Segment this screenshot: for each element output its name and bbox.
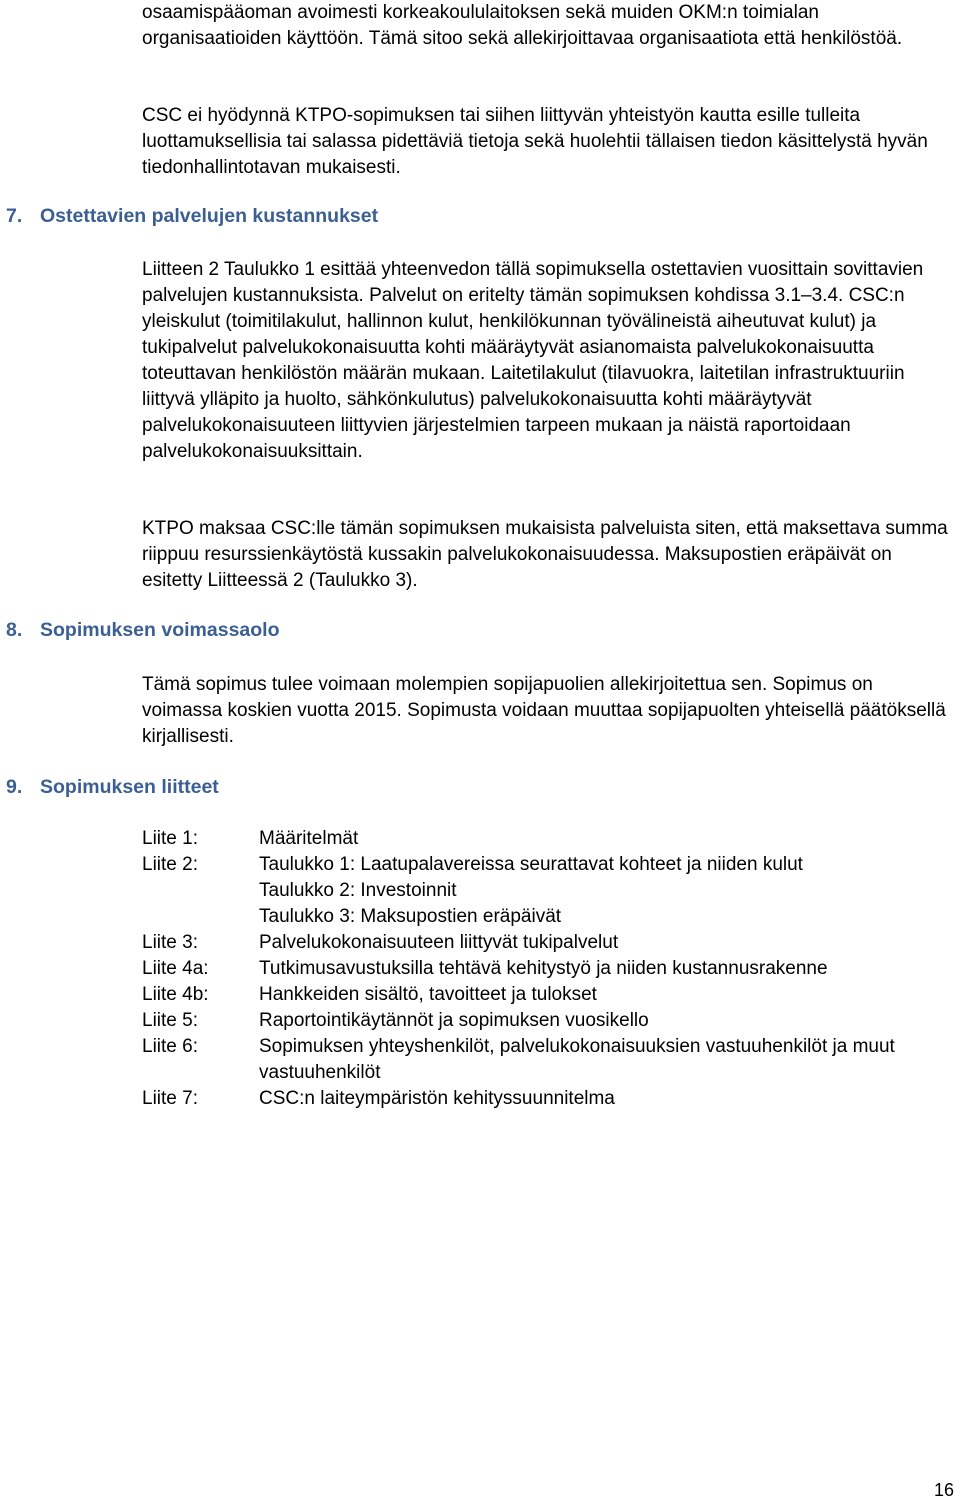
section-9-title: Sopimuksen liitteet (40, 776, 219, 798)
costs-paragraph-2: KTPO maksaa CSC:lle tämän sopimuksen mukaisista palveluista siten, että maksettava summa riippuu resurssienkäytöstä kussakin palvelukokonaisuudessa. Maksupostien eräpäivät on esitetty Liitteessä 2 (Taulukko 3). (142, 518, 948, 591)
attachment-row (142, 826, 954, 852)
attachment-label: Liite 5: (142, 1010, 198, 1031)
attachment-row (142, 1034, 954, 1086)
attachment-item: Tutkimusavustuksilla tehtävä kehitystyö ja niiden kustannusrakenne (259, 958, 828, 979)
attachment-item: Taulukko 3: Maksupostien eräpäivät (259, 906, 562, 927)
attachment-item: Hankkeiden sisältö, tavoitteet ja tulokset (259, 984, 597, 1005)
attachment-row (142, 982, 954, 1008)
costs-paragraph-1: Liitteen 2 Taulukko 1 esittää yhteenvedon tällä sopimuksella ostettavien vuosittain sovittavien palvelujen kustannuksista. Palvelut on eritelty tämän sopimuksen kohdissa 3.1–3.4. CSC:n yleiskulut (toimitilakulut, hallinnon kulut, henkilökunnan työvälineistä aiheutuvat kulut) ja tukipalvelut palvelukokonaisuutta kohti määräytyvät asianomaista palvelukokonaisuutta toteuttavan henkilöstön määrän mukaan. Laitetilakulut (tilavuokra, laitetilan infrastruktuuriin liittyvä ylläpito ja huolto, sähkönkulutus) palvelukokonaisuutta kohti määräytyvät palvelukokonaisuuteen liittyvien järjestelmien tarpeen mukaan ja näistä raportoidaan palvelukokonaisuuksittain. (142, 259, 924, 462)
attachment-label: Liite 6: (142, 1036, 198, 1057)
section-9-number: 9. (6, 776, 23, 798)
section-8-number: 8. (6, 619, 23, 641)
attachment-row (142, 1086, 954, 1112)
validity-paragraph: Tämä sopimus tulee voimaan molempien sopijapuolien allekirjoitettua sen. Sopimus on voimassa koskien vuotta 2015. Sopimusta voidaan muuttaa sopijapuolten yhteisellä päätöksellä kirjallisesti. (142, 674, 946, 747)
attachment-row (142, 1008, 954, 1034)
attachment-label: Liite 4a: (142, 958, 209, 979)
section-7-number: 7. (6, 205, 23, 227)
attachment-label: Liite 3: (142, 932, 198, 953)
attachment-label: Liite 1: (142, 828, 198, 849)
attachment-row (142, 852, 954, 930)
section-7-heading (6, 203, 378, 229)
attachment-row (142, 956, 954, 982)
attachment-item: Määritelmät (259, 828, 359, 849)
section-8-heading (6, 617, 280, 643)
attachment-label: Liite 4b: (142, 984, 209, 1005)
attachment-label: Liite 7: (142, 1088, 198, 1109)
attachment-list (142, 826, 954, 1112)
section-8-title: Sopimuksen voimassaolo (40, 619, 280, 641)
confidentiality-paragraph: CSC ei hyödynnä KTPO-sopimuksen tai siihen liittyvän yhteistyön kautta esille tulleita luottamuksellisia tai salassa pidettäviä tietoja sekä huolehtii tällaisen tiedon käsittelystä hyvän tiedonhallintotavan mukaisesti. (142, 105, 928, 178)
page-number: 16 (933, 1480, 954, 1500)
attachment-label: Liite 2: (142, 854, 198, 875)
attachment-item: Palvelukokonaisuuteen liittyvät tukipalvelut (259, 932, 619, 953)
attachment-item: Raportointikäytännöt ja sopimuksen vuosikello (259, 1010, 649, 1031)
attachment-item: Taulukko 1: Laatupalavereissa seurattavat kohteet ja niiden kulut (259, 854, 803, 875)
section-7-title: Ostettavien palvelujen kustannukset (40, 205, 379, 227)
attachment-item: CSC:n laiteympäristön kehityssuunnitelma (259, 1088, 615, 1109)
attachment-row (142, 930, 954, 956)
attachment-item: Sopimuksen yhteyshenkilöt, palvelukokonaisuuksien vastuuhenkilöt ja muut vastuuhenkilöt (259, 1036, 895, 1083)
attachment-item: Taulukko 2: Investoinnit (259, 880, 457, 901)
section-9-heading (6, 774, 219, 800)
intro-paragraph: osaamispääoman avoimesti korkeakoululaitoksen sekä muiden OKM:n toimialan organisaatioiden käyttöön. Tämä sitoo sekä allekirjoittavaa organisaatiota että henkilöstöä. (142, 2, 903, 49)
